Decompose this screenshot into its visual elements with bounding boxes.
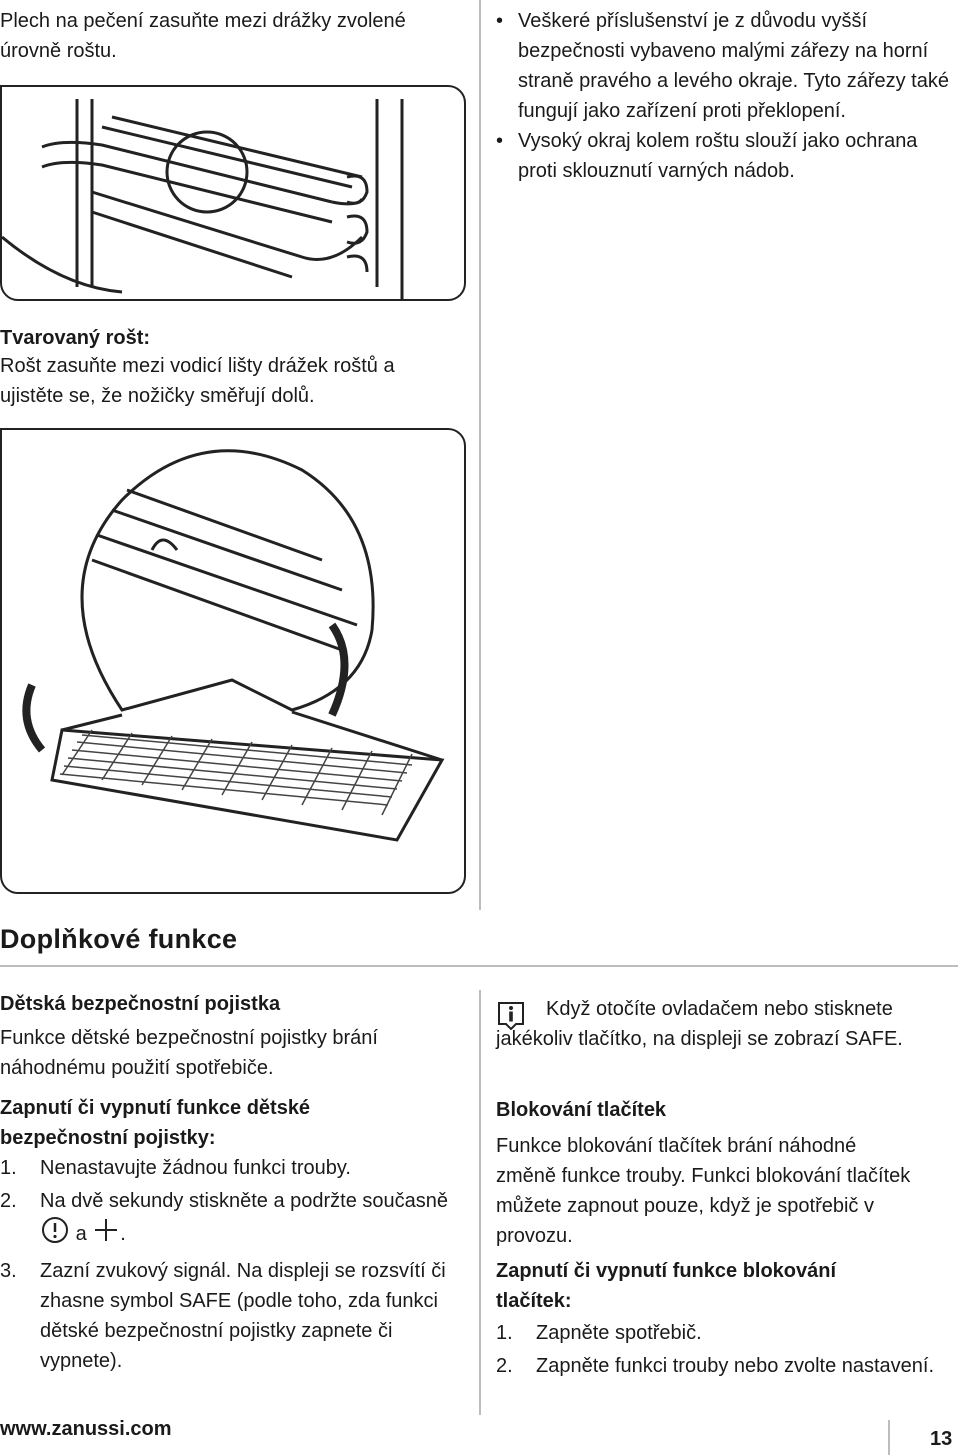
info-note-text: Když otočíte ovladačem nebo stisknete jakékoliv tlačítko, na displeji se zobrazí SAFE.	[496, 998, 903, 1050]
step-text: Zapněte spotřebič.	[536, 1322, 702, 1344]
step-item	[496, 1318, 956, 1348]
child-lock-heading: Dětská bezpečnostní pojistka	[0, 993, 281, 1015]
child-lock-subheading: Zapnutí či vypnutí funkce dětské bezpečnostní pojistky:	[0, 1097, 311, 1149]
button-lock-heading: Blokování tlačítek	[496, 1099, 667, 1121]
warning-key-icon	[40, 1216, 70, 1253]
shaped-grill-text: Rošt zasuňte mezi vodicí lišty drážek roštů a ujistěte se, že nožičky směřují dolů.	[0, 355, 395, 407]
shaped-grill-drawing	[2, 430, 464, 892]
baking-tray-illustration	[0, 85, 466, 301]
bullet-item	[496, 126, 956, 186]
step-text: Zazní zvukový signál. Na displeji se rozsvítí či zhasne symbol SAFE (podle toho, zda funkci dětské bezpečnostní pojistky zapnete či vypnete).	[40, 1260, 446, 1372]
column-divider-bottom	[479, 990, 481, 1415]
step-text-mid: a	[75, 1222, 87, 1245]
shaped-grill-heading: Tvarovaný rošt:	[0, 327, 151, 349]
step-item	[0, 1153, 460, 1183]
step-text: Nenastavujte žádnou funkci trouby.	[40, 1157, 351, 1179]
step-item	[496, 1351, 956, 1381]
step-text-after: .	[120, 1222, 126, 1245]
footer-url[interactable]: www.zanussi.com	[0, 1418, 172, 1440]
step-number: 1.	[0, 1157, 17, 1179]
info-note	[496, 994, 956, 1054]
shaped-grill-illustration	[0, 428, 466, 894]
accessory-notes	[496, 6, 956, 186]
bullet-text: Vysoký okraj kolem roštu slouží jako ochrana proti sklouznutí varných nádob.	[518, 130, 918, 182]
button-lock-text: Funkce blokování tlačítek brání náhodné změně funkce trouby. Funkci blokování tlačítek můžete zapnout pouze, když je spotřebič v provozu.	[496, 1135, 911, 1247]
intro-text: Plech na pečení zasuňte mezi drážky zvolené úrovně roštu.	[0, 10, 406, 62]
step-text: Zapněte funkci trouby nebo zvolte nastavení.	[536, 1355, 935, 1377]
step-number: 2.	[0, 1190, 17, 1212]
button-lock-subheading: Zapnutí či vypnutí funkce blokování tlačítek:	[496, 1260, 837, 1312]
child-lock-text: Funkce dětské bezpečnostní pojistky brání náhodnému použití spotřebiče.	[0, 1027, 378, 1079]
step-item	[0, 1186, 460, 1253]
page-number: 13	[930, 1428, 953, 1450]
plus-key-icon	[92, 1216, 120, 1253]
child-lock-steps	[0, 1153, 460, 1376]
step-number: 3.	[0, 1260, 17, 1282]
baking-tray-drawing	[2, 87, 464, 299]
bullet-text: Veškeré příslušenství je z důvodu vyšší bezpečnosti vybaveno malými zářezy na horní straně pravého a levého okraje. Tyto zářezy také fungují jako zařízení proti překlopení.	[518, 10, 949, 122]
bullet-mark: •	[496, 10, 504, 32]
step-number: 1.	[496, 1322, 513, 1344]
step-item	[0, 1256, 460, 1376]
info-icon	[496, 1000, 526, 1030]
section-title: Doplňkové funkce	[0, 924, 238, 954]
button-lock-steps	[496, 1318, 956, 1381]
bullet-item	[496, 6, 956, 126]
section-rule	[0, 965, 958, 967]
step-text-before: Na dvě sekundy stiskněte a podržte současně	[40, 1190, 449, 1212]
bullet-mark: •	[496, 130, 504, 152]
step-number: 2.	[496, 1355, 513, 1377]
footer-divider	[888, 1420, 890, 1455]
column-divider-top	[479, 0, 481, 910]
